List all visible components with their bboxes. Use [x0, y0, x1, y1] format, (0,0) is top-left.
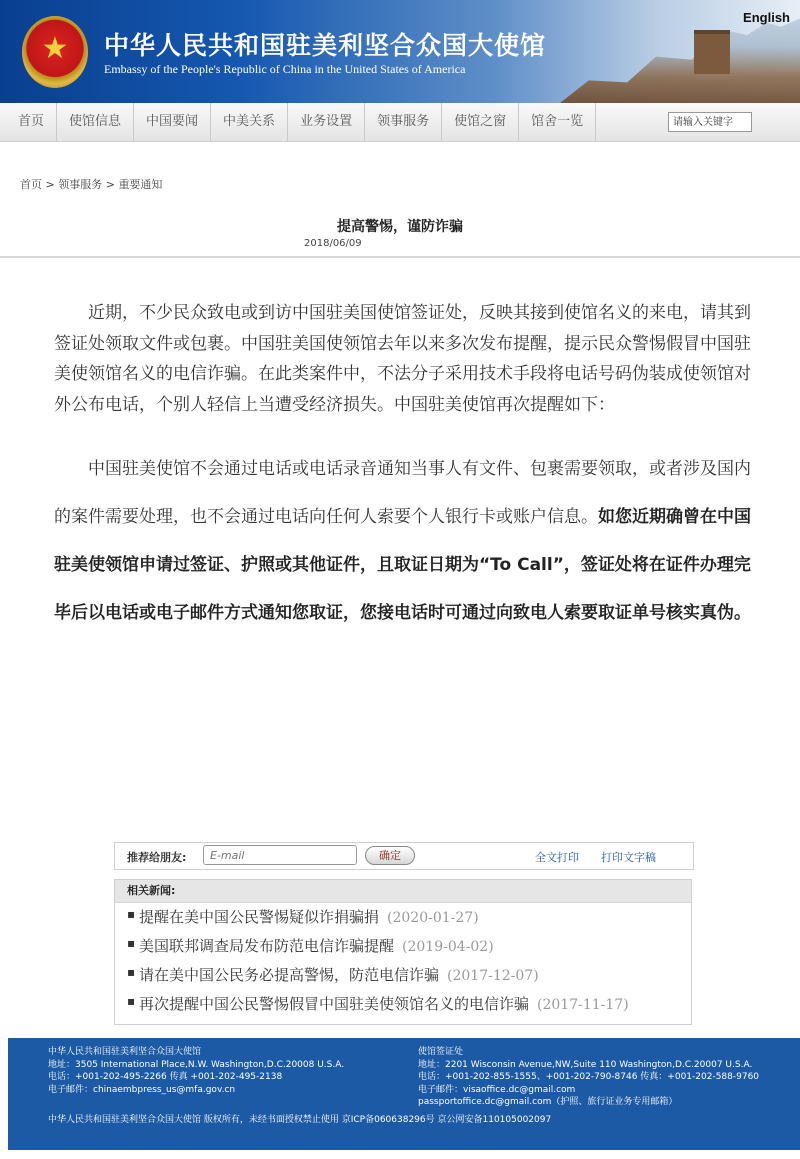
related-news-date: (2017-12-07)	[447, 968, 539, 984]
list-item	[115, 961, 691, 990]
related-news-date: (2020-01-27)	[387, 910, 479, 926]
email-input[interactable]	[203, 845, 357, 865]
article-body	[54, 298, 754, 637]
confirm-button[interactable]: 确定	[365, 846, 415, 865]
list-item	[115, 932, 691, 961]
bullet-icon: ▪	[127, 965, 136, 979]
footer-line: 电子邮件：chinaembpress_us@mfa.gov.cn	[48, 1084, 236, 1095]
publish-date: 2018/06/09	[304, 238, 362, 249]
english-link[interactable]: English	[743, 10, 790, 25]
related-news-link[interactable]: 美国联邦调查局发布防范电信诈骗提醒	[139, 937, 395, 955]
list-item	[115, 903, 691, 932]
footer-embassy-contact	[48, 1046, 344, 1096]
print-text-link[interactable]: 打印文字稿	[601, 851, 656, 864]
article-text: 中国驻美使馆不会通过电话或电话录音通知当事人有文件、包裹需要领取，或者涉及国内的案件需要处理，也不会通过电话向任何人索要个人银行卡或账户信息。	[54, 459, 751, 527]
header-banner	[0, 0, 800, 103]
related-news-date: (2017-11-17)	[537, 997, 629, 1013]
related-news-link[interactable]: 提醒在美中国公民警惕疑似诈捐骗捐	[139, 908, 380, 926]
related-news-link[interactable]: 请在美中国公民务必提高警惕，防范电信诈骗	[139, 966, 440, 984]
page-title: 提高警惕，谨防诈骗	[337, 219, 463, 235]
bullet-icon: ▪	[127, 994, 136, 1008]
footer-line: 电子邮件：visaoffice.dc@gmail.com	[418, 1084, 576, 1095]
nav-item-services[interactable]: 业务设置	[288, 103, 365, 141]
article-paragraph: 近期，不少民众致电或到访中国驻美国使馆签证处，反映其接到使馆名义的来电，请其到签证处领取文件或包裹。中国驻美国使领馆去年以来多次发布提醒，提示民众警惕假冒中国驻美使领馆名义的电信诈骗。在此类案件中，不法分子采用技术手段将电话号码伪装成使领馆对外公布电话，个别人轻信上当遭受经济损失。中国驻美使馆再次提醒如下：	[54, 303, 751, 415]
footer	[8, 1038, 800, 1150]
share-box	[114, 842, 694, 870]
footer-copyright: 中华人民共和国驻美利坚合众国大使馆 版权所有，未经书面授权禁止使用 京ICP备060638296号 京公网安备110105002097	[48, 1115, 552, 1125]
national-emblem-icon: ★	[22, 16, 88, 88]
footer-line: 地址：2201 Wisconsin Avenue,NW,Suite 110 Washington,D.C.20007 U.S.A.	[418, 1059, 753, 1070]
article-bold-text: 如您近期确曾在中国驻美使领馆申请过签证、护照或其他证件，且取证日期为“To Call”，签证处将在证件办理完毕后以电话或电子邮件方式通知您取证，您接电话时可通过向致电人索要取证单号核实真伪。	[54, 507, 751, 623]
footer-visa-contact	[418, 1046, 759, 1109]
article-paragraph	[54, 445, 754, 637]
bullet-icon: ▪	[127, 907, 136, 921]
site-title-en: Embassy of the People's Republic of China in the United States of America	[104, 62, 466, 76]
breadcrumb-separator: >	[45, 178, 55, 191]
search-input[interactable]	[668, 112, 752, 132]
related-news-date: (2019-04-02)	[402, 939, 494, 955]
nav-item-premises[interactable]: 馆舍一览	[519, 103, 596, 141]
breadcrumb-current[interactable]: 重要通知	[118, 178, 163, 191]
share-label: 推荐给朋友:	[127, 851, 187, 864]
nav-item-china-news[interactable]: 中国要闻	[134, 103, 211, 141]
print-full-link[interactable]: 全文打印	[535, 851, 579, 864]
footer-line: 中华人民共和国驻美利坚合众国大使馆	[48, 1047, 202, 1057]
nav-item-consular[interactable]: 领事服务	[365, 103, 442, 141]
footer-line: 使馆签证处	[418, 1047, 464, 1057]
nav-item-china-us-relations[interactable]: 中美关系	[211, 103, 288, 141]
related-news-header: 相关新闻:	[115, 880, 691, 903]
related-news	[114, 879, 692, 1025]
breadcrumb-home[interactable]: 首页	[20, 178, 42, 191]
site-title-cn: 中华人民共和国驻美利坚合众国大使馆	[104, 31, 547, 60]
breadcrumb-separator: >	[105, 178, 115, 191]
nav-item-home[interactable]: 首页	[0, 103, 57, 141]
breadcrumb-consular[interactable]: 领事服务	[58, 178, 103, 191]
nav-item-embassy-info[interactable]: 使馆信息	[57, 103, 134, 141]
bullet-icon: ▪	[127, 936, 136, 950]
nav-item-window[interactable]: 使馆之窗	[442, 103, 519, 141]
watchtower-image	[694, 30, 730, 74]
footer-line: 电话：+001-202-495-2266 传真 +001-202-495-2138	[48, 1072, 283, 1082]
main-nav	[0, 103, 800, 142]
divider	[0, 256, 800, 258]
related-news-link[interactable]: 再次提醒中国公民警惕假冒中国驻美使领馆名义的电信诈骗	[139, 995, 530, 1013]
breadcrumb	[20, 176, 162, 192]
footer-line: 电话：+001-202-855-1555、+001-202-790-8746 传真：+001-202-588-9760	[418, 1072, 760, 1082]
list-item	[115, 990, 691, 1019]
footer-line: 地址：3505 International Place,N.W. Washington,D.C.20008 U.S.A.	[48, 1059, 345, 1070]
footer-line: passportoffice.dc@gmail.com（护照、旅行证业务专用邮箱）	[418, 1097, 678, 1107]
